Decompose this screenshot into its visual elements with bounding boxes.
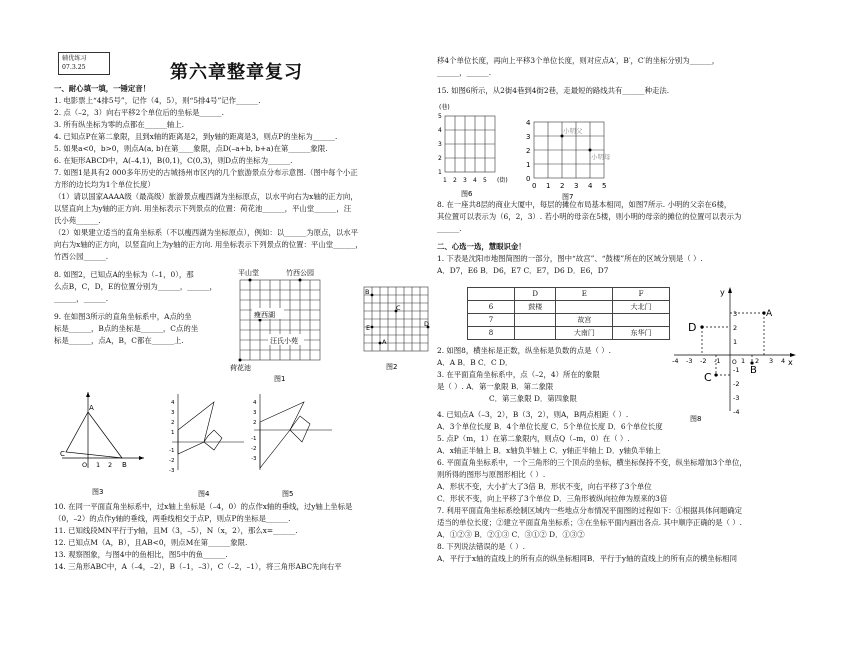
question-line: （1）请以国家AAAA级（最高级）旅游景点瘦西湖为坐标原点，以水平向右为x轴的正方向， xyxy=(54,192,358,201)
table-row xyxy=(468,327,670,340)
question-line: A．A B．B C．C D． xyxy=(437,358,513,367)
fig2-caption: 图2 xyxy=(386,363,398,371)
fig1-label-wangshi-garden: 汪氏小苑 xyxy=(270,337,298,345)
fig7-xtick: 4 xyxy=(588,182,593,190)
question-line: 氏小苑______. xyxy=(54,216,101,225)
fig7-caption: 图7 xyxy=(562,193,574,201)
fig8-ytick: 3 xyxy=(733,310,738,318)
fig3-label-O: O xyxy=(82,461,88,469)
question-line: 以竖直向上为y轴的正方向. 用坐标表示下列景点的位置：荷花池______，平山堂______，汪 xyxy=(54,204,352,213)
fig6-street-label: (街) xyxy=(497,177,508,184)
question-line: 7. 如图1是具有2 000多年历史的古城扬州市区内的几个旅游景点分布示意图.（图中每个小正 xyxy=(54,168,358,177)
fig3-label-A: A xyxy=(89,404,94,412)
question-line: ______，______. xyxy=(54,294,109,303)
fig7-xtick: 3 xyxy=(574,182,579,190)
fig1-label-hehuachi: 荷花池 xyxy=(230,364,251,372)
svg-text:-3: -3 xyxy=(251,456,257,462)
svg-text:-2: -2 xyxy=(251,446,257,452)
fig7-ytick: 0 xyxy=(526,175,531,183)
svg-text:-1: -1 xyxy=(169,448,175,454)
svg-text:3: 3 xyxy=(253,410,257,416)
fig2-point-A: A xyxy=(382,338,387,346)
fig6-ytick: 2 xyxy=(438,155,442,162)
fig5-caption: 图5 xyxy=(282,490,294,498)
question-line: A．平行于x轴的直线上的所有点的纵坐标相同B．平行于y轴的直线上的所有点的横坐标相同 xyxy=(437,554,737,563)
fig8-ytick: -3 xyxy=(733,394,740,402)
question-line: 11. 已知线段MN平行于y轴，且M（3，–5），N（x，2），那么x=______. xyxy=(54,526,298,535)
figure-3-triangle-axes xyxy=(58,388,150,500)
fig6-caption: 图6 xyxy=(461,190,473,198)
fig8-xtick: 3 xyxy=(769,357,774,365)
question-line: A．D7，E6 B．D6，E7 C．E7，D6 D．E6，D7 xyxy=(437,266,609,275)
section-heading-fill: 一、耐心填一填，一锤定音！ xyxy=(54,84,151,93)
svg-text:1: 1 xyxy=(171,430,175,436)
fig7-ytick: 4 xyxy=(526,119,531,127)
question-line: 标是______，B点的坐标是______，C点的坐 xyxy=(54,324,199,333)
fig2-point-C: C xyxy=(396,304,401,312)
question-line: 9. 在如图3所示的直角坐标系中，A点的坐 xyxy=(54,312,192,321)
question-line: C．第三象限 D．第四象限 xyxy=(489,394,577,403)
table-header-row xyxy=(468,288,670,301)
fig8-ytick: -2 xyxy=(733,380,740,388)
figure-8-coordinate-plane xyxy=(670,283,800,423)
fig7-xtick: 1 xyxy=(546,182,551,190)
fig3-label-B: B xyxy=(122,461,127,469)
question-line: 14. 三角形ABC中，A（–4，–2），B（–1，–3），C（–2，–1），将三角形ABC先向右平 xyxy=(54,562,342,571)
svg-text:4: 4 xyxy=(253,400,257,406)
fig3-tick-1: 1 xyxy=(96,461,101,469)
table-row xyxy=(468,301,670,314)
fig6-xtick: 3 xyxy=(463,177,467,184)
question-line: 12. 已知点M（A，B），且AB<0，则点M在第______象限. xyxy=(54,538,248,547)
table-cell xyxy=(556,301,613,314)
fig6-xtick: 1 xyxy=(443,177,447,184)
fig7-xtick: 5 xyxy=(602,182,607,190)
question-line: 其位置可以表示为（6，2，3）. 若小明的母亲在5楼，则小明的母亲的摊位的位置可以表示为 xyxy=(437,212,742,221)
fig6-xtick: 2 xyxy=(453,177,457,184)
fig7-xtick: 2 xyxy=(560,182,565,190)
fig1-label-shouxihu: 瘦西湖 xyxy=(254,311,275,319)
table-cell: 鼓楼 xyxy=(515,301,556,314)
table-cell xyxy=(613,314,670,327)
fig8-xtick: 4 xyxy=(781,357,786,365)
question-line: 6. 平面直角坐标系中，一个三角形的三个顶点的坐标，横坐标保持不变，纵坐标增加3个单位， xyxy=(437,458,747,467)
section-heading-choice: 二、心选一选，慧眼识金！ xyxy=(437,242,526,251)
table-cell xyxy=(515,314,556,327)
fig7-ytick: 3 xyxy=(526,133,531,141)
question-line: （0，–2）的点作y轴的垂线，两垂线相交于点P，则点P的坐标是______. xyxy=(54,514,291,523)
svg-text:2: 2 xyxy=(171,420,175,426)
table-row xyxy=(468,314,670,327)
question-line: 8. 在一座共8层的商业大厦中，每层的摊位布局基本相同，如图7所示. 小明的父亲在6楼， xyxy=(437,200,732,209)
practice-note-box xyxy=(58,52,110,75)
figure-4-fish xyxy=(168,390,248,500)
fig8-ytick: 1 xyxy=(733,338,738,346)
table-cell: D xyxy=(515,288,556,301)
table-cell: F xyxy=(613,288,670,301)
fig8-xtick: -4 xyxy=(672,357,679,365)
fig8-xtick: -3 xyxy=(686,357,693,365)
table-cell: 7 xyxy=(468,314,515,327)
fig1-caption: 图1 xyxy=(274,375,286,383)
fig7-label-father: 小明父 xyxy=(563,127,583,135)
note-line-1: 辅优练习 xyxy=(62,55,87,62)
question-line: A．①②③ B．②①③ C．③①② D．①③② xyxy=(437,530,585,539)
fig8-xtick: 1 xyxy=(741,357,746,365)
figure-5-fish xyxy=(250,390,336,500)
fig8-ytick: -1 xyxy=(733,366,740,374)
question-line: 5. 点P（m，1）在第二象限内，则点Q（–m，0）在（ ）. xyxy=(437,434,630,443)
question-line: ______. xyxy=(437,224,462,233)
fig8-ytick: 2 xyxy=(733,324,738,332)
fig8-xtick: 2 xyxy=(755,357,760,365)
fig8-point-B: B xyxy=(750,365,757,376)
question-line: ______，______. xyxy=(437,68,492,77)
table-cell: 大南门 xyxy=(556,327,613,340)
svg-text:-3: -3 xyxy=(169,468,175,474)
fig3-label-C: C xyxy=(60,450,65,458)
question-line: 方形的边长均为1个单位长度） xyxy=(54,180,155,189)
fig6-ytick: 4 xyxy=(438,127,442,134)
question-line: 竹西公园______. xyxy=(54,252,109,261)
question-line: 8. 如图2，已知点A的坐标为（–1，0），那 xyxy=(54,270,194,279)
fig6-xtick: 4 xyxy=(473,177,477,184)
svg-text:4: 4 xyxy=(171,400,175,406)
fig8-axis-y: y xyxy=(720,288,725,297)
question-line: 适当的单位长度；②建立平面直角坐标系；③在坐标平面内画出各点. 其中顺序正确的是（ ）. xyxy=(437,518,743,527)
question-line: 向右为x轴的正方向，以竖直向上为y轴的正方向. 用坐标表示下列景点的位置：平山堂______， xyxy=(54,240,363,249)
question-line: （2）如果建立适当的直角坐标系（不以瘦西湖为坐标原点），例如：以______为原点，以水平 xyxy=(54,228,359,237)
fig8-origin: O xyxy=(732,359,737,366)
figure-2-grid-points xyxy=(358,285,434,373)
fig7-label-mother: 小明母 xyxy=(591,153,611,161)
fig7-ytick: 2 xyxy=(526,147,531,155)
question-line: 4. 已知点A（–3，2），B（3，2），则A，B两点相距（ ）. xyxy=(437,410,629,419)
fig1-label-pingshantang: 平山堂 xyxy=(238,269,259,277)
fig6-lane-label: (巷) xyxy=(439,104,450,111)
question-line: 5. 如果a<0，b>0，则点A(a, b)在第____象限，点D(–a+b, b+a)在第______象限. xyxy=(54,144,328,153)
fig3-caption: 图3 xyxy=(92,488,104,496)
question-line: 移4个单位长度，再向上平移3个单位长度，则对应点A′，B′，C′的坐标分别为______， xyxy=(437,56,720,65)
figure-6-street-grid xyxy=(437,100,517,200)
fig8-caption: 图8 xyxy=(690,415,702,423)
table-cell: 大北门 xyxy=(613,301,670,314)
fig2-point-B: B xyxy=(365,288,370,296)
note-line-2: 07.3.25 xyxy=(62,64,86,71)
question-line: 1. 电影票上“4排5号”，记作（4，5），则“5排4号”记作______. xyxy=(54,96,261,105)
svg-text:-2: -2 xyxy=(169,458,175,464)
fig8-xtick: -2 xyxy=(700,357,707,365)
question-line: 4. 已知点P在第二象限，且到x轴的距离是2，到y轴的距离是3，则点P的坐标为______. xyxy=(54,132,338,141)
table-cell: 故宫 xyxy=(556,314,613,327)
question-line: A．形状不变，大小扩大了3倍 B．形状不变，向右平移了3个单位 xyxy=(437,482,652,491)
fig8-point-A: A xyxy=(766,309,773,319)
question-line: 则所得的图形与原图形相比（ ）. xyxy=(437,470,546,479)
fig7-ytick: 1 xyxy=(526,161,531,169)
svg-text:3: 3 xyxy=(171,410,175,416)
fig2-point-D: D xyxy=(424,320,430,328)
question-line: 1. 下表是沈阳市地图简图的一部分，图中“故宫”、“鼓楼”所在的区域分别是（ ）. xyxy=(437,254,703,263)
question-line: 10. 在同一平面直角坐标系中，过x轴上坐标是（–4，0）的点作x轴的垂线，过y轴上坐标是 xyxy=(54,502,353,511)
question-line: 么点B，C，D，E的位置分别为______，______， xyxy=(54,282,217,291)
table-cell: 8 xyxy=(468,327,515,340)
question-line: 是（ ）. A．第一象限 B．第二象限 xyxy=(437,382,554,391)
fig1-label-zhuxi-park: 竹西公园 xyxy=(286,269,314,277)
fig6-ytick: 5 xyxy=(438,113,442,120)
figure-1-scenic-map xyxy=(230,266,330,384)
question-line: 3. 在平面直角坐标系中，点（–2，4）所在的象限 xyxy=(437,370,600,379)
fig8-xtick: -1 xyxy=(714,357,721,365)
fig8-point-C: C xyxy=(704,371,712,384)
question-line: 15. 如图6所示，从2街4巷到4街2巷，走最短的路线共有______种走法. xyxy=(437,86,670,95)
fig6-xtick: 5 xyxy=(483,177,487,184)
fig2-point-E: E xyxy=(366,324,371,332)
question-line: A．3个单位长度 B．4个单位长度 C．5个单位长度 D．6个单位长度 xyxy=(437,422,663,431)
table-cell: 6 xyxy=(468,301,515,314)
fig8-point-D: D xyxy=(688,321,697,334)
svg-text:2: 2 xyxy=(253,420,257,426)
shenyang-map-table xyxy=(467,287,670,340)
question-line: 8. 下列说法错误的是（ ）. xyxy=(437,542,526,551)
table-cell: E xyxy=(556,288,613,301)
fig6-ytick: 3 xyxy=(438,141,442,148)
question-line: 3. 所有纵坐标为零的点都在______轴上. xyxy=(54,120,185,129)
question-line: 2. 如图8，横坐标是正数，纵坐标是负数的点是（ ）. xyxy=(437,346,612,355)
fig8-ytick: -4 xyxy=(733,408,740,416)
question-line: 2. 点（–2，3）向右平移2个单位后的坐标是______. xyxy=(54,108,224,117)
table-cell xyxy=(468,288,515,301)
fig6-ytick: 1 xyxy=(438,169,442,176)
svg-text:-1: -1 xyxy=(251,436,257,442)
table-cell xyxy=(515,327,556,340)
question-line: C．形状不变，向上平移了3个单位 D．三角形被纵向拉伸为原来的3倍 xyxy=(437,494,668,503)
page-title: 第六章整章复习 xyxy=(170,62,303,83)
question-line: 标是______，点A，B，C都在______上. xyxy=(54,336,184,345)
table-cell: 东华门 xyxy=(613,327,670,340)
question-line: 13. 观察图象，与图4中的鱼相比，图5中的鱼______. xyxy=(54,550,228,559)
fig3-tick-2: 2 xyxy=(108,461,113,469)
figure-7-floor-grid xyxy=(520,118,620,202)
question-line: 6. 在矩形ABCD中，A(–4,1)，B(0,1)，C(0,3)，则D点的坐标为______. xyxy=(54,156,293,165)
question-line: 7. 利用平面直角坐标系绘制区域内一些地点分布情况平面图的过程如下：①根据具体问题确定 xyxy=(437,506,743,515)
question-line: A．x轴正半轴上 B．x轴负半轴上 C．y轴正半轴上 D．y轴负半轴上 xyxy=(437,446,661,455)
fig7-xtick: 0 xyxy=(532,182,537,190)
fig4-caption: 图4 xyxy=(198,490,210,498)
fig8-axis-x: x xyxy=(788,358,793,367)
